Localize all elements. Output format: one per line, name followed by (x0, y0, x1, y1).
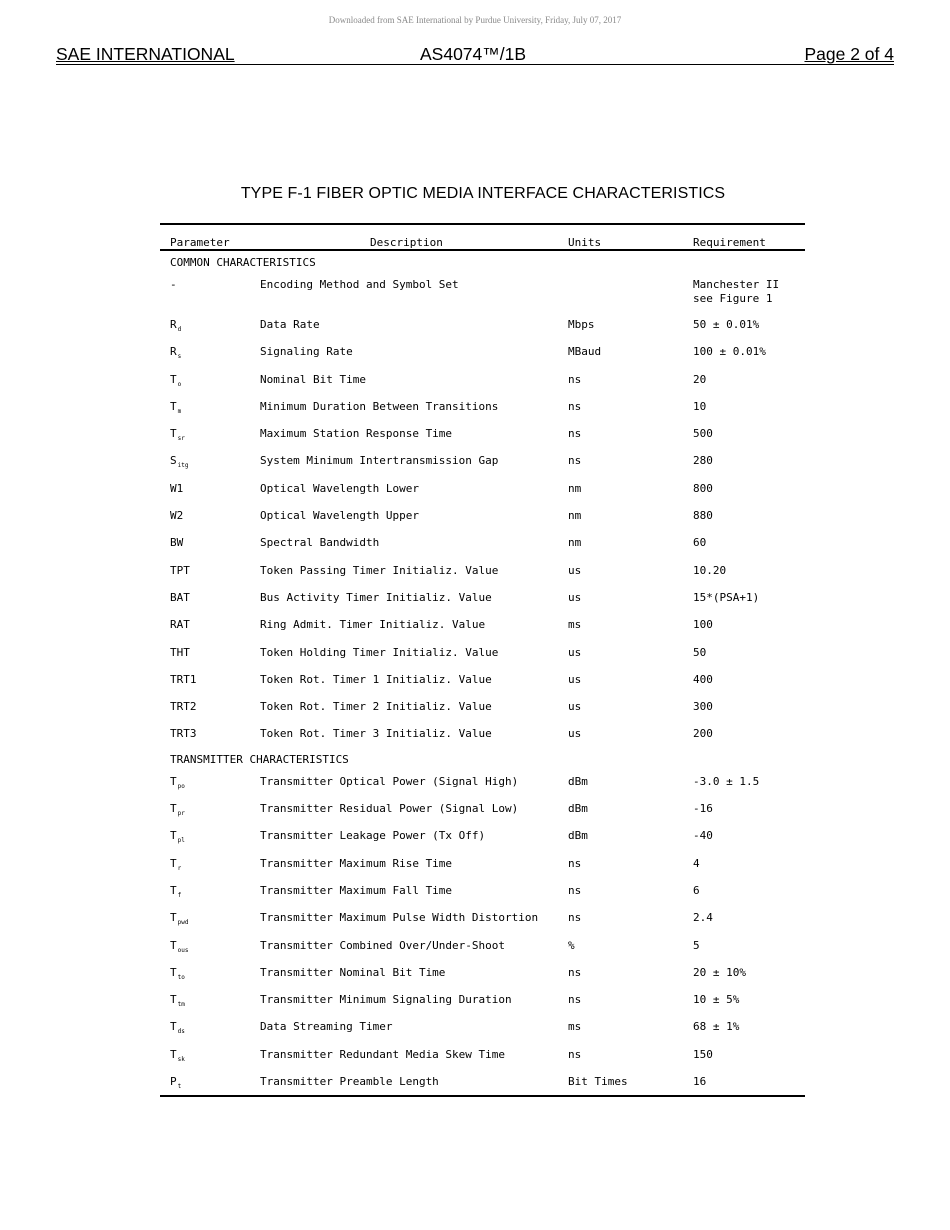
section-label: COMMON CHARACTERISTICS (170, 256, 316, 269)
parameter-symbol: TRT2 (170, 700, 197, 714)
requirement-value: 300 (693, 700, 713, 714)
table-row (160, 271, 805, 311)
requirement-value: 20 ± 10% (693, 965, 746, 979)
table-row (160, 666, 805, 693)
parameter-symbol: W2 (170, 509, 184, 523)
cell-parameter (170, 646, 190, 659)
cell-requirement (693, 1048, 713, 1061)
cell-parameter (170, 591, 190, 604)
table-row (160, 529, 805, 556)
parameter-symbol: TRT3 (170, 727, 197, 741)
cell-requirement (693, 427, 713, 440)
table-row (160, 475, 805, 502)
cell-parameter (170, 400, 181, 415)
cell-requirement (693, 993, 739, 1006)
cell-units: dBm (568, 802, 588, 816)
requirement-value: 10 (693, 399, 707, 413)
cell-description: Transmitter Maximum Fall Time (260, 883, 453, 897)
cell-requirement (693, 482, 713, 495)
cell-parameter (170, 427, 185, 442)
parameter-symbol: T (170, 802, 177, 816)
cell-units: ns (568, 454, 582, 468)
parameter-symbol: T (170, 883, 177, 897)
requirement-value: 880 (693, 509, 713, 523)
cell-description: Transmitter Maximum Rise Time (260, 856, 453, 870)
cell-description: Transmitter Redundant Media Skew Time (260, 1047, 506, 1061)
cell-description: Transmitter Maximum Pulse Width Distortion (260, 911, 539, 925)
cell-description: Minimum Duration Between Transitions (260, 399, 499, 413)
table-row (160, 611, 805, 638)
cell-parameter (170, 1075, 181, 1090)
cell-description: Transmitter Residual Power (Signal Low) (260, 802, 519, 816)
parameter-subscript: ds (177, 1028, 185, 1036)
table-row (160, 768, 805, 795)
table-row (160, 1013, 805, 1040)
cell-requirement (693, 1020, 739, 1033)
cell-parameter (170, 884, 181, 899)
table-row (160, 338, 805, 365)
cell-units: us (568, 700, 582, 714)
cell-parameter (170, 618, 190, 631)
cell-description: Transmitter Combined Over/Under-Shoot (260, 938, 506, 952)
cell-units: us (568, 645, 582, 659)
cell-units: dBm (568, 774, 588, 788)
cell-requirement (693, 400, 706, 413)
requirement-value: 68 ± 1% (693, 1020, 740, 1034)
parameter-symbol: T (170, 965, 177, 979)
cell-parameter (170, 454, 188, 469)
cell-units: ns (568, 911, 582, 925)
cell-requirement (693, 509, 713, 522)
header-page-number: Page 2 of 4 (804, 44, 894, 64)
parameter-subscript: tm (177, 1001, 185, 1009)
requirement-value: 150 (693, 1047, 713, 1061)
common-rows (160, 271, 805, 748)
cell-description: Transmitter Minimum Signaling Duration (260, 993, 512, 1007)
cell-requirement (693, 802, 713, 815)
requirement-value-line2: see Figure 1 (693, 292, 773, 305)
requirement-value: 500 (693, 427, 713, 441)
cell-parameter (170, 536, 183, 549)
requirement-value: 5 (693, 938, 700, 952)
table-row (160, 502, 805, 529)
cell-units: ns (568, 965, 582, 979)
cell-units: ns (568, 856, 582, 870)
requirement-value: 800 (693, 481, 713, 495)
parameter-subscript: po (177, 782, 185, 790)
cell-parameter (170, 727, 197, 740)
cell-parameter (170, 373, 181, 388)
cell-units: ns (568, 372, 582, 386)
parameter-subscript: s (177, 353, 182, 361)
table-row (160, 822, 805, 849)
table-title: TYPE F-1 FIBER OPTIC MEDIA INTERFACE CHARACTERISTICS (240, 185, 726, 202)
cell-units: us (568, 563, 582, 577)
parameter-symbol: T (170, 911, 177, 925)
requirement-value: 2.4 (693, 911, 713, 925)
cell-parameter (170, 1020, 185, 1035)
parameter-symbol: BAT (170, 590, 190, 604)
table-row (160, 447, 805, 474)
table-row (160, 932, 805, 959)
parameter-symbol: T (170, 399, 177, 413)
parameter-subscript: f (177, 891, 182, 899)
section-label: TRANSMITTER CHARACTERISTICS (170, 752, 349, 766)
parameter-symbol: THT (170, 645, 190, 659)
parameter-symbol: T (170, 1020, 177, 1034)
table-row (160, 420, 805, 447)
table-header-row (160, 225, 805, 251)
cell-parameter (170, 1048, 185, 1063)
table-row (160, 639, 805, 666)
cell-units: dBm (568, 829, 588, 843)
requirement-value: 4 (693, 856, 700, 870)
parameter-symbol: R (170, 345, 177, 359)
requirement-value: -40 (693, 829, 713, 843)
parameter-symbol: T (170, 427, 177, 441)
cell-description: Token Passing Timer Initializ. Value (260, 563, 499, 577)
cell-requirement (693, 646, 706, 659)
requirement-value: 10.20 (693, 563, 727, 577)
requirement-value: 10 ± 5% (693, 993, 740, 1007)
cell-requirement (693, 857, 700, 870)
cell-parameter (170, 318, 181, 333)
cell-units: nm (568, 536, 582, 550)
cell-description: Ring Admit. Timer Initializ. Value (260, 618, 486, 632)
parameter-subscript: ous (177, 946, 189, 954)
requirement-value: 280 (693, 454, 713, 468)
cell-description: Bus Activity Timer Initializ. Value (260, 590, 492, 604)
parameter-symbol: T (170, 372, 177, 386)
cell-parameter (170, 966, 185, 981)
download-watermark: Downloaded from SAE International by Purdue University, Friday, July 07, 2017 (328, 15, 622, 25)
cell-description: Token Rot. Timer 2 Initializ. Value (260, 700, 492, 714)
parameter-subscript: pwd (177, 919, 189, 927)
cell-units: ms (568, 1020, 582, 1034)
cell-units: us (568, 727, 582, 741)
parameter-symbol: TRT1 (170, 672, 197, 686)
table-row (160, 720, 805, 747)
column-header-requirement: Requirement (693, 236, 766, 249)
cell-requirement (693, 618, 713, 631)
parameter-symbol: T (170, 1047, 177, 1061)
cell-requirement (693, 564, 726, 577)
cell-description: Data Streaming Timer (260, 1020, 393, 1034)
column-header-description: Description (370, 236, 443, 249)
cell-parameter (170, 911, 188, 926)
cell-requirement (693, 700, 713, 713)
parameter-symbol: TPT (170, 563, 190, 577)
cell-parameter (170, 993, 185, 1008)
cell-requirement (693, 591, 759, 604)
cell-parameter (170, 482, 183, 495)
requirement-value: 100 (693, 618, 713, 632)
transmitter-rows (160, 768, 805, 1096)
table-row (160, 795, 805, 822)
cell-requirement (693, 966, 746, 979)
cell-description: Token Rot. Timer 3 Initializ. Value (260, 727, 492, 741)
cell-description: Spectral Bandwidth (260, 536, 380, 550)
parameter-symbol: T (170, 938, 177, 952)
header-doc-id: AS4074™/1B (420, 44, 527, 64)
header-org: SAE INTERNATIONAL (56, 44, 235, 64)
cell-requirement (693, 536, 706, 549)
cell-units: ms (568, 618, 582, 632)
cell-parameter (170, 939, 188, 954)
parameter-symbol: - (170, 278, 177, 291)
cell-description: Maximum Station Response Time (260, 427, 453, 441)
cell-description: Encoding Method and Symbol Set (260, 278, 459, 291)
cell-description: Token Rot. Timer 1 Initializ. Value (260, 672, 492, 686)
parameter-subscript: r (177, 864, 182, 872)
cell-description: Data Rate (260, 318, 320, 331)
table-row (160, 584, 805, 611)
requirement-value: -16 (693, 802, 713, 816)
cell-requirement (693, 884, 700, 897)
parameter-symbol: T (170, 856, 177, 870)
parameter-subscript: d (177, 326, 182, 333)
cell-requirement (693, 911, 713, 924)
cell-description: Token Holding Timer Initializ. Value (260, 645, 499, 659)
cell-units: nm (568, 481, 582, 495)
cell-description: Transmitter Preamble Length (260, 1075, 439, 1089)
parameter-symbol: BW (170, 536, 184, 550)
cell-parameter (170, 278, 177, 291)
cell-description: Optical Wavelength Lower (260, 481, 419, 495)
table-row (160, 904, 805, 931)
cell-units: % (568, 938, 575, 952)
requirement-value: 16 (693, 1075, 707, 1089)
requirement-value: 6 (693, 883, 700, 897)
cell-units: ns (568, 993, 582, 1007)
cell-requirement (693, 454, 713, 467)
cell-requirement (693, 1075, 706, 1088)
cell-units: ns (568, 883, 582, 897)
parameter-subscript: sr (177, 435, 185, 443)
cell-units: us (568, 672, 582, 686)
cell-units: Bit Times (568, 1075, 628, 1089)
cell-units: Mbps (568, 318, 595, 331)
table-row (160, 959, 805, 986)
requirement-value: -3.0 ± 1.5 (693, 774, 760, 788)
cell-description: System Minimum Intertransmission Gap (260, 454, 499, 468)
cell-requirement (693, 345, 766, 358)
requirement-value: 50 (693, 645, 707, 659)
parameter-symbol: T (170, 993, 177, 1007)
page-header (56, 44, 894, 65)
cell-units: ns (568, 399, 582, 413)
table-row (160, 1041, 805, 1068)
parameter-subscript: pr (177, 810, 185, 818)
cell-units: us (568, 590, 582, 604)
requirement-value: 60 (693, 536, 707, 550)
cell-description: Signaling Rate (260, 345, 353, 359)
table-row (160, 986, 805, 1013)
parameter-subscript: t (177, 1083, 182, 1091)
cell-parameter (170, 802, 185, 817)
parameter-subscript: itg (177, 462, 189, 470)
cell-parameter (170, 775, 185, 790)
parameter-symbol: P (170, 1075, 177, 1089)
section-heading-common (160, 251, 805, 271)
cell-parameter (170, 673, 197, 686)
parameter-symbol: W1 (170, 481, 184, 495)
requirement-value: 15*(PSA+1) (693, 590, 760, 604)
requirement-value: 400 (693, 672, 713, 686)
parameter-subscript: m (177, 407, 182, 415)
column-header-units: Units (568, 236, 602, 249)
characteristics-table (160, 223, 805, 1097)
section-heading-transmitter (160, 748, 805, 768)
cell-description: Nominal Bit Time (260, 372, 366, 386)
table-row (160, 393, 805, 420)
cell-requirement (693, 373, 706, 386)
parameter-subscript: to (177, 973, 185, 981)
cell-description: Optical Wavelength Upper (260, 509, 419, 523)
cell-parameter (170, 829, 185, 844)
cell-parameter (170, 564, 190, 577)
parameter-subscript: pl (177, 837, 185, 845)
cell-requirement (693, 673, 713, 686)
cell-units: MBaud (568, 345, 602, 359)
cell-parameter (170, 700, 197, 713)
column-header-parameter: Parameter (170, 236, 230, 249)
parameter-subscript: sk (177, 1055, 185, 1063)
requirement-value: Manchester II (693, 278, 780, 291)
cell-units: ns (568, 427, 582, 441)
cell-units: nm (568, 509, 582, 523)
cell-parameter (170, 509, 183, 522)
cell-parameter (170, 345, 181, 360)
table-row (160, 877, 805, 904)
cell-description: Transmitter Leakage Power (Tx Off) (260, 829, 486, 843)
cell-description: Transmitter Nominal Bit Time (260, 965, 446, 979)
requirement-value: 100 ± 0.01% (693, 345, 766, 359)
table-row (160, 1068, 805, 1095)
requirement-value: 20 (693, 372, 707, 386)
table-row (160, 366, 805, 393)
requirement-value: 200 (693, 727, 713, 741)
parameter-subscript: o (177, 380, 182, 388)
cell-requirement (693, 727, 713, 740)
cell-requirement (693, 318, 759, 331)
parameter-symbol: T (170, 829, 177, 843)
cell-requirement (693, 278, 779, 305)
cell-description: Transmitter Optical Power (Signal High) (260, 774, 519, 788)
cell-requirement (693, 939, 700, 952)
cell-requirement (693, 775, 759, 788)
table-row (160, 311, 805, 338)
table-row (160, 557, 805, 584)
parameter-symbol: T (170, 774, 177, 788)
table-row (160, 850, 805, 877)
cell-requirement (693, 829, 713, 842)
table-row (160, 693, 805, 720)
requirement-value: 50 ± 0.01% (693, 318, 760, 331)
parameter-symbol: S (170, 454, 177, 468)
parameter-symbol: RAT (170, 618, 190, 632)
cell-parameter (170, 857, 181, 872)
cell-units: ns (568, 1047, 582, 1061)
parameter-symbol: R (170, 318, 177, 331)
